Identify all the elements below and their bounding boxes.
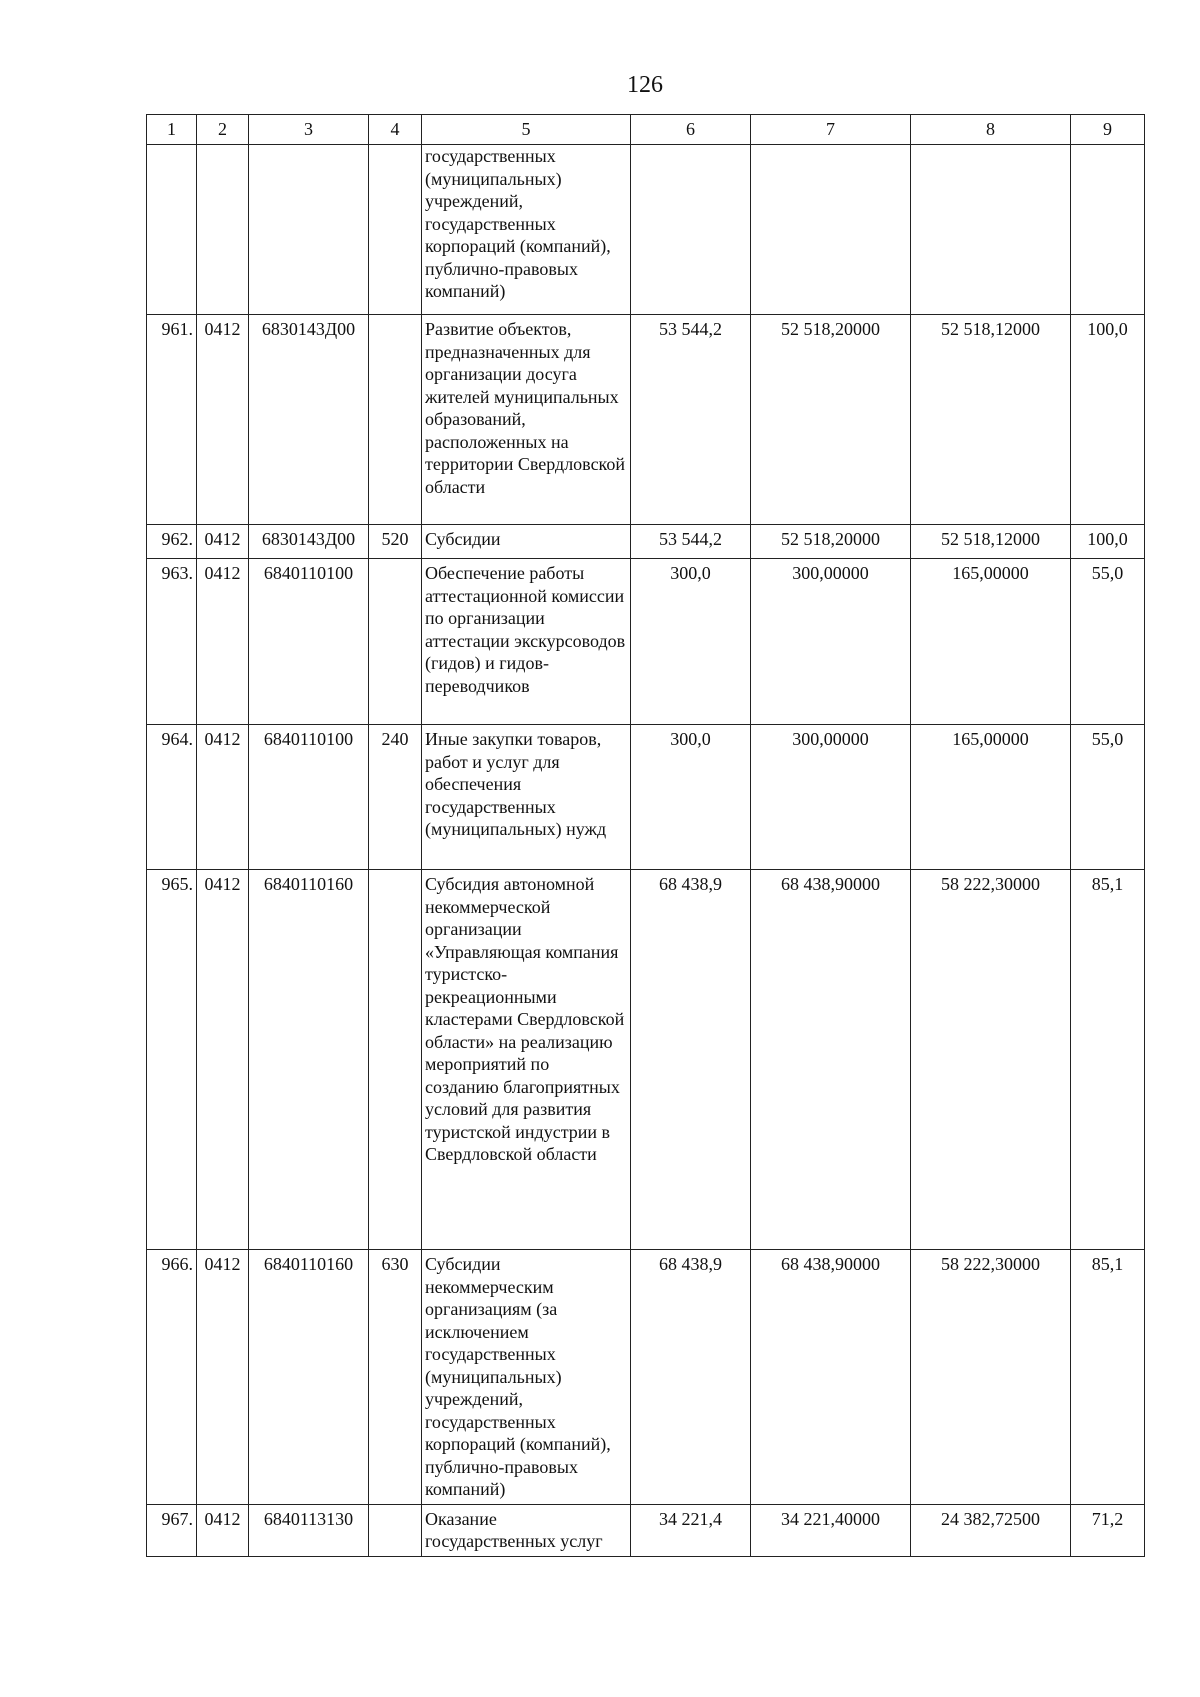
- planned-amount: 34 221,4: [631, 1504, 751, 1556]
- row-number: [147, 145, 197, 315]
- row-number: 965.: [147, 870, 197, 1250]
- column-header: 6: [631, 115, 751, 145]
- target-article-code: 6830143Д00: [249, 525, 369, 559]
- table-header-row: [147, 115, 1145, 145]
- approved-amount: [751, 145, 911, 315]
- approved-amount: 52 518,20000: [751, 525, 911, 559]
- executed-amount: 58 222,30000: [911, 1250, 1071, 1505]
- approved-amount: 300,00000: [751, 559, 911, 725]
- section-code: [197, 145, 249, 315]
- target-article-code: [249, 145, 369, 315]
- row-number: 963.: [147, 559, 197, 725]
- planned-amount: [631, 145, 751, 315]
- executed-amount: 58 222,30000: [911, 870, 1071, 1250]
- page-number: 126: [627, 72, 663, 98]
- executed-amount: 24 382,72500: [911, 1504, 1071, 1556]
- execution-percent: 85,1: [1071, 1250, 1145, 1505]
- execution-percent: 100,0: [1071, 315, 1145, 525]
- approved-amount: 300,00000: [751, 725, 911, 870]
- approved-amount: 52 518,20000: [751, 315, 911, 525]
- target-article-code: 6840113130: [249, 1504, 369, 1556]
- row-description: государственных (муниципальных) учреждений, государственных корпораций (компаний), публично-правовых компаний): [422, 145, 631, 315]
- column-header: 5: [422, 115, 631, 145]
- executed-amount: 52 518,12000: [911, 315, 1071, 525]
- column-header: 7: [751, 115, 911, 145]
- approved-amount: 68 438,90000: [751, 870, 911, 1250]
- section-code: 0412: [197, 725, 249, 870]
- row-description: Иные закупки товаров, работ и услуг для обеспечения государственных (муниципальных) нужд: [422, 725, 631, 870]
- expense-kind-code: 240: [369, 725, 422, 870]
- column-header: 8: [911, 115, 1071, 145]
- expense-kind-code: [369, 559, 422, 725]
- executed-amount: 165,00000: [911, 559, 1071, 725]
- executed-amount: 52 518,12000: [911, 525, 1071, 559]
- row-number: 966.: [147, 1250, 197, 1505]
- expense-kind-code: 630: [369, 1250, 422, 1505]
- row-description: Субсидии некоммерческим организациям (за исключением государственных (муниципальных) учреждений, государственных корпораций (компаний), публично-правовых компаний): [422, 1250, 631, 1505]
- expense-kind-code: [369, 870, 422, 1250]
- expense-kind-code: [369, 1504, 422, 1556]
- table-row: [147, 1504, 1145, 1556]
- row-number: 962.: [147, 525, 197, 559]
- table-row: [147, 315, 1145, 525]
- table-row: [147, 525, 1145, 559]
- column-header: 2: [197, 115, 249, 145]
- row-description: Субсидии: [422, 525, 631, 559]
- column-header: 4: [369, 115, 422, 145]
- section-code: 0412: [197, 525, 249, 559]
- table-row: [147, 559, 1145, 725]
- row-number: 964.: [147, 725, 197, 870]
- planned-amount: 300,0: [631, 725, 751, 870]
- approved-amount: 34 221,40000: [751, 1504, 911, 1556]
- row-description: Оказание государственных услуг: [422, 1504, 631, 1556]
- row-number: 961.: [147, 315, 197, 525]
- target-article-code: 6840110160: [249, 870, 369, 1250]
- planned-amount: 300,0: [631, 559, 751, 725]
- section-code: 0412: [197, 1250, 249, 1505]
- approved-amount: 68 438,90000: [751, 1250, 911, 1505]
- expense-kind-code: 520: [369, 525, 422, 559]
- section-code: 0412: [197, 315, 249, 525]
- target-article-code: 6840110100: [249, 559, 369, 725]
- table-row: [147, 725, 1145, 870]
- execution-percent: 100,0: [1071, 525, 1145, 559]
- execution-percent: 55,0: [1071, 725, 1145, 870]
- column-header: 3: [249, 115, 369, 145]
- expense-kind-code: [369, 145, 422, 315]
- section-code: 0412: [197, 559, 249, 725]
- table-row: [147, 145, 1145, 315]
- table-row: [147, 870, 1145, 1250]
- table-row: [147, 1250, 1145, 1505]
- target-article-code: 6840110100: [249, 725, 369, 870]
- planned-amount: 68 438,9: [631, 1250, 751, 1505]
- row-description: Обеспечение работы аттестационной комиссии по организации аттестации экскурсоводов (гидов) и гидов-переводчиков: [422, 559, 631, 725]
- planned-amount: 53 544,2: [631, 525, 751, 559]
- execution-percent: 85,1: [1071, 870, 1145, 1250]
- target-article-code: 6840110160: [249, 1250, 369, 1505]
- row-description: Субсидия автономной некоммерческой организации «Управляющая компания туристско-рекреационными кластерами Свердловской области» на реализацию мероприятий по созданию благоприятных условий для развития туристской индустрии в Свердловской области: [422, 870, 631, 1250]
- column-header: 1: [147, 115, 197, 145]
- section-code: 0412: [197, 870, 249, 1250]
- executed-amount: 165,00000: [911, 725, 1071, 870]
- executed-amount: [911, 145, 1071, 315]
- row-number: 967.: [147, 1504, 197, 1556]
- planned-amount: 53 544,2: [631, 315, 751, 525]
- budget-table: [146, 114, 1145, 1557]
- target-article-code: 6830143Д00: [249, 315, 369, 525]
- section-code: 0412: [197, 1504, 249, 1556]
- expense-kind-code: [369, 315, 422, 525]
- planned-amount: 68 438,9: [631, 870, 751, 1250]
- row-description: Развитие объектов, предназначенных для организации досуга жителей муниципальных образований, расположенных на территории Свердловской области: [422, 315, 631, 525]
- column-header: 9: [1071, 115, 1145, 145]
- execution-percent: 55,0: [1071, 559, 1145, 725]
- execution-percent: 71,2: [1071, 1504, 1145, 1556]
- execution-percent: [1071, 145, 1145, 315]
